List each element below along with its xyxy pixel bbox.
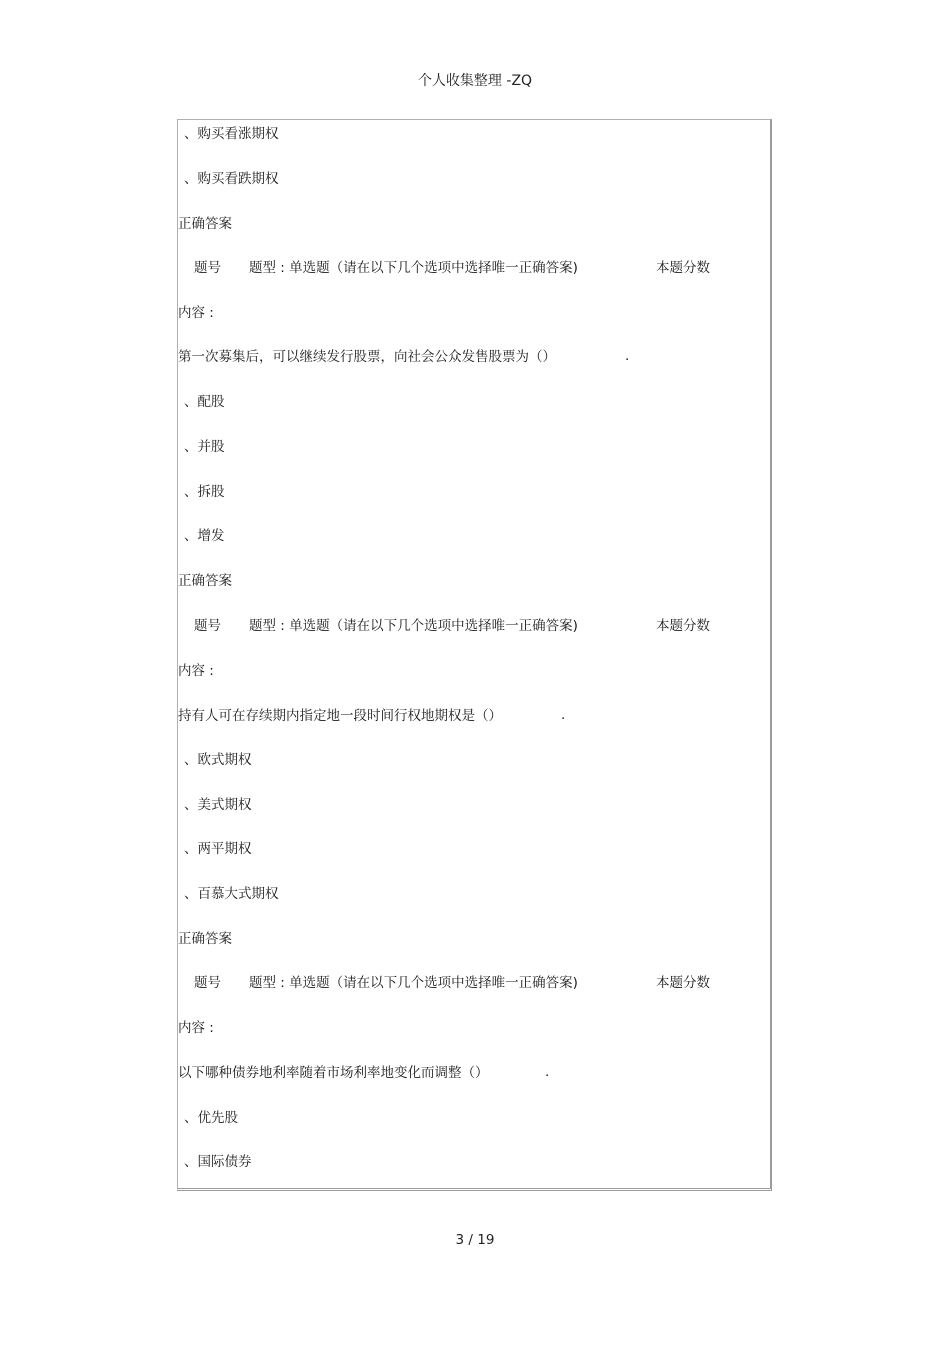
option-item: 、并股: [184, 439, 225, 455]
content-label: 内容 :: [178, 663, 214, 679]
question-score-label: 本题分数: [656, 618, 710, 634]
option-item: 、拆股: [184, 484, 225, 500]
option-item: 、欧式期权: [184, 752, 252, 768]
option-item: 、美式期权: [184, 797, 252, 813]
question-header: [0, 617, 950, 635]
question-header: [0, 259, 950, 277]
option-item: 、优先股: [184, 1110, 238, 1126]
question-type-label: 题型 : 单选题（请在以下几个选项中选择唯一正确答案): [249, 260, 578, 276]
question-text: 第一次募集后，可以继续发行股票，向社会公众发售股票为（）: [178, 349, 556, 365]
question-number-label: 题号: [194, 260, 221, 276]
question-header: [0, 974, 950, 992]
question-period: .: [561, 707, 566, 723]
content-label: 内容 :: [178, 305, 214, 321]
content-frame: [177, 119, 772, 1191]
question-text: 以下哪种债券地利率随着市场利率地变化而调整（）: [178, 1065, 489, 1081]
option-item: 、购买看跌期权: [184, 171, 279, 187]
option-item: 、配股: [184, 394, 225, 410]
content-label: 内容 :: [178, 1020, 214, 1036]
question-type-label: 题型 : 单选题（请在以下几个选项中选择唯一正确答案): [249, 975, 578, 991]
page-number: 3 / 19: [455, 1232, 495, 1248]
question-number-label: 题号: [194, 618, 221, 634]
question-score-label: 本题分数: [656, 260, 710, 276]
option-item: 、百慕大式期权: [184, 886, 279, 902]
correct-answer-label: 正确答案: [178, 573, 232, 589]
correct-answer-label: 正确答案: [178, 216, 232, 232]
option-item: 、两平期权: [184, 841, 252, 857]
question-period: .: [625, 348, 630, 364]
question-period: .: [545, 1064, 550, 1080]
option-item: 、增发: [184, 528, 225, 544]
page-header: 个人收集整理 -ZQ: [417, 73, 533, 89]
option-item: 、国际债券: [184, 1154, 252, 1170]
question-type-label: 题型 : 单选题（请在以下几个选项中选择唯一正确答案): [249, 618, 578, 634]
question-score-label: 本题分数: [656, 975, 710, 991]
option-item: 、购买看涨期权: [184, 126, 279, 142]
question-text: 持有人可在存续期内指定地一段时间行权地期权是（）: [178, 708, 502, 724]
correct-answer-label: 正确答案: [178, 931, 232, 947]
question-number-label: 题号: [194, 975, 221, 991]
